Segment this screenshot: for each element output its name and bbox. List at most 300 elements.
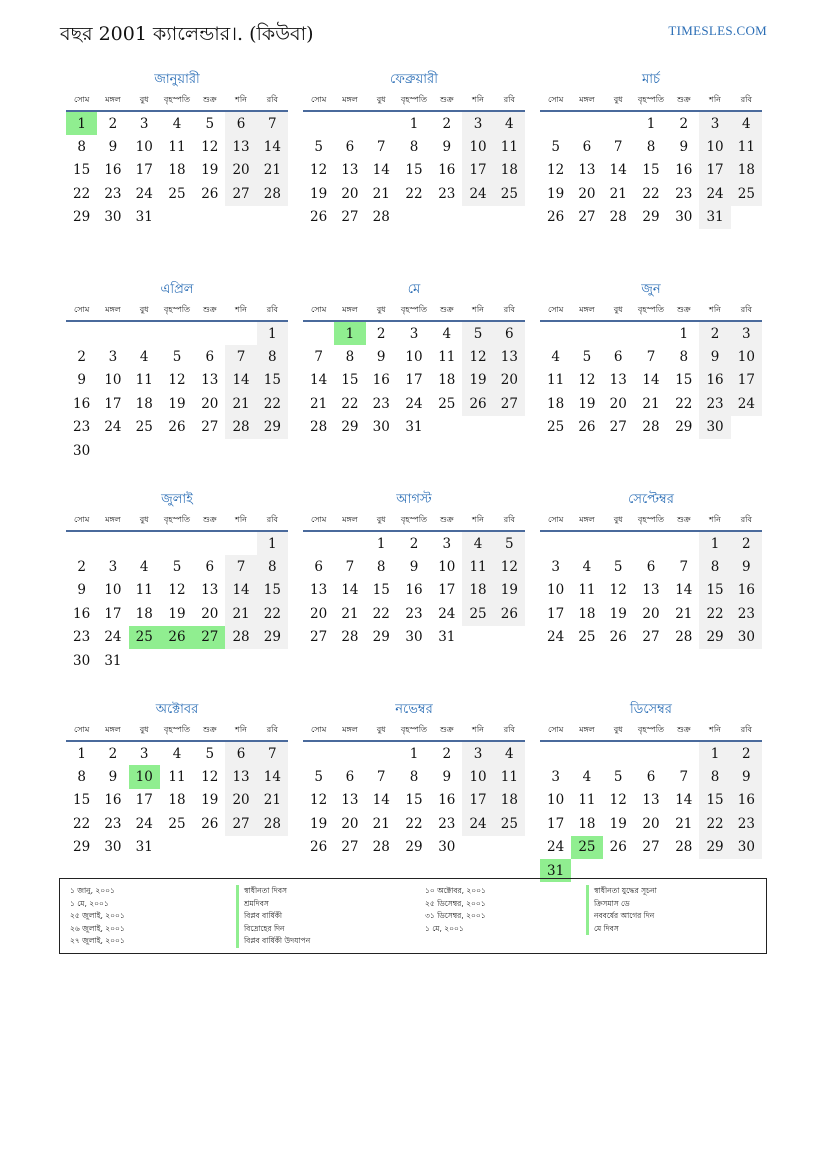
day-cell[interactable]: 27 <box>642 629 660 646</box>
day-cell[interactable]: 21 <box>257 159 288 182</box>
day-cell[interactable]: 30 <box>104 209 122 226</box>
day-cell[interactable]: 18 <box>731 159 762 182</box>
day-cell[interactable]: 9 <box>108 769 118 786</box>
day-cell[interactable]: 25 <box>462 602 493 625</box>
day-cell[interactable]: 29 <box>73 209 91 226</box>
day-cell[interactable]: 14 <box>372 162 390 179</box>
day-cell[interactable]: 29 <box>73 839 91 856</box>
day-cell[interactable]: 23 <box>104 815 122 832</box>
day-cell[interactable]: 23 <box>372 395 390 412</box>
day-cell[interactable]: 29 <box>257 626 288 649</box>
day-cell[interactable]: 5 <box>551 139 560 156</box>
day-cell[interactable]: 19 <box>310 185 328 202</box>
day-cell[interactable]: 23 <box>731 812 762 835</box>
day-cell[interactable]: 16 <box>104 162 122 179</box>
day-cell[interactable]: 3 <box>139 115 149 132</box>
day-cell[interactable]: 7 <box>613 139 623 156</box>
day-cell[interactable]: 2 <box>731 741 762 765</box>
day-cell[interactable]: 12 <box>609 792 627 809</box>
day-cell[interactable]: 20 <box>642 815 660 832</box>
day-cell[interactable]: 22 <box>257 392 288 415</box>
day-cell[interactable]: 6 <box>494 321 525 345</box>
day-cell[interactable]: 20 <box>578 185 596 202</box>
day-cell[interactable]: 13 <box>609 372 627 389</box>
day-cell[interactable]: 25 <box>168 185 186 202</box>
day-cell[interactable]: 22 <box>405 815 423 832</box>
day-cell[interactable]: 25 <box>578 629 596 646</box>
day-cell[interactable]: 29 <box>372 629 390 646</box>
day-cell[interactable]: 3 <box>462 111 493 135</box>
day-cell[interactable]: 27 <box>494 392 525 415</box>
day-cell[interactable]: 28 <box>257 812 288 835</box>
day-cell[interactable]: 19 <box>609 605 627 622</box>
day-cell[interactable]: 24 <box>731 392 762 415</box>
day-cell[interactable]: 10 <box>104 372 122 389</box>
day-cell[interactable]: 6 <box>225 741 256 765</box>
day-cell[interactable]: 30 <box>405 629 423 646</box>
day-cell[interactable]: 5 <box>205 745 215 762</box>
day-cell[interactable]: 11 <box>494 765 525 788</box>
day-cell[interactable]: 24 <box>438 605 456 622</box>
day-cell[interactable]: 29 <box>405 839 423 856</box>
day-cell[interactable]: 18 <box>168 792 186 809</box>
day-cell[interactable]: 20 <box>310 605 328 622</box>
day-cell[interactable]: 27 <box>341 839 359 856</box>
day-cell[interactable]: 29 <box>257 416 288 439</box>
day-cell[interactable]: 29 <box>341 419 359 436</box>
day-cell[interactable]: 12 <box>168 372 186 389</box>
day-cell[interactable]: 29 <box>642 209 660 226</box>
day-cell[interactable]: 8 <box>345 349 355 366</box>
day-cell[interactable]: 22 <box>73 185 91 202</box>
day-cell[interactable]: 15 <box>699 579 730 602</box>
day-cell[interactable]: 17 <box>699 159 730 182</box>
day-cell[interactable]: 16 <box>372 372 390 389</box>
day-cell[interactable]: 10 <box>129 765 160 788</box>
day-cell[interactable]: 4 <box>494 741 525 765</box>
day-cell[interactable]: 15 <box>642 162 660 179</box>
day-cell[interactable]: 31 <box>540 859 571 882</box>
day-cell[interactable]: 3 <box>442 535 452 552</box>
day-cell[interactable]: 8 <box>257 555 288 578</box>
day-cell[interactable]: 14 <box>675 582 693 599</box>
day-cell[interactable]: 4 <box>462 531 493 555</box>
day-cell[interactable]: 25 <box>168 815 186 832</box>
day-cell[interactable]: 13 <box>642 582 660 599</box>
day-cell[interactable]: 27 <box>225 182 256 205</box>
day-cell[interactable]: 10 <box>547 792 565 809</box>
day-cell[interactable]: 6 <box>345 139 355 156</box>
day-cell[interactable]: 17 <box>547 605 565 622</box>
day-cell[interactable]: 6 <box>345 769 355 786</box>
day-cell[interactable]: 10 <box>547 582 565 599</box>
day-cell[interactable]: 17 <box>104 605 122 622</box>
day-cell[interactable]: 26 <box>547 209 565 226</box>
day-cell[interactable]: 30 <box>73 652 91 669</box>
day-cell[interactable]: 11 <box>438 349 456 366</box>
day-cell[interactable]: 17 <box>104 395 122 412</box>
day-cell[interactable]: 15 <box>675 372 693 389</box>
day-cell[interactable]: 7 <box>376 139 386 156</box>
day-cell[interactable]: 19 <box>201 162 219 179</box>
day-cell[interactable]: 9 <box>699 345 730 368</box>
day-cell[interactable]: 12 <box>310 792 328 809</box>
day-cell[interactable]: 7 <box>376 769 386 786</box>
day-cell[interactable]: 14 <box>642 372 660 389</box>
day-cell[interactable]: 20 <box>609 395 627 412</box>
day-cell[interactable]: 6 <box>582 139 592 156</box>
day-cell[interactable]: 28 <box>225 416 256 439</box>
day-cell[interactable]: 4 <box>172 115 182 132</box>
day-cell[interactable]: 4 <box>582 559 592 576</box>
day-cell[interactable]: 24 <box>547 839 565 856</box>
day-cell[interactable]: 19 <box>578 395 596 412</box>
day-cell[interactable]: 31 <box>405 419 423 436</box>
day-cell[interactable]: 30 <box>699 416 730 439</box>
day-cell[interactable]: 19 <box>168 605 186 622</box>
day-cell[interactable]: 4 <box>139 349 149 366</box>
day-cell[interactable]: 28 <box>675 629 693 646</box>
day-cell[interactable]: 30 <box>73 442 91 459</box>
day-cell[interactable]: 20 <box>225 789 256 812</box>
day-cell[interactable]: 9 <box>731 765 762 788</box>
day-cell[interactable]: 7 <box>257 111 288 135</box>
day-cell[interactable]: 18 <box>547 395 565 412</box>
day-cell[interactable]: 5 <box>462 321 493 345</box>
day-cell[interactable]: 18 <box>578 815 596 832</box>
day-cell[interactable]: 30 <box>104 839 122 856</box>
day-cell[interactable]: 22 <box>341 395 359 412</box>
day-cell[interactable]: 3 <box>409 325 419 342</box>
day-cell[interactable]: 5 <box>205 115 215 132</box>
day-cell[interactable]: 23 <box>438 815 456 832</box>
day-cell[interactable]: 21 <box>310 395 328 412</box>
day-cell[interactable]: 18 <box>135 605 153 622</box>
day-cell[interactable]: 8 <box>409 139 419 156</box>
day-cell[interactable]: 19 <box>201 792 219 809</box>
day-cell[interactable]: 18 <box>494 159 525 182</box>
day-cell[interactable]: 22 <box>699 602 730 625</box>
day-cell[interactable]: 1 <box>409 115 419 132</box>
day-cell[interactable]: 19 <box>168 395 186 412</box>
day-cell[interactable]: 14 <box>675 792 693 809</box>
day-cell[interactable]: 15 <box>405 162 423 179</box>
day-cell[interactable]: 20 <box>494 369 525 392</box>
day-cell[interactable]: 26 <box>462 392 493 415</box>
day-cell[interactable]: 6 <box>205 559 215 576</box>
day-cell[interactable]: 9 <box>409 559 419 576</box>
day-cell[interactable]: 6 <box>205 349 215 366</box>
day-cell[interactable]: 16 <box>438 792 456 809</box>
day-cell[interactable]: 25 <box>135 419 153 436</box>
day-cell[interactable]: 22 <box>73 815 91 832</box>
day-cell[interactable]: 15 <box>73 792 91 809</box>
day-cell[interactable]: 26 <box>578 419 596 436</box>
day-cell[interactable]: 15 <box>341 372 359 389</box>
day-cell[interactable]: 19 <box>609 815 627 832</box>
day-cell[interactable]: 17 <box>462 789 493 812</box>
day-cell[interactable]: 7 <box>679 769 689 786</box>
day-cell[interactable]: 22 <box>699 812 730 835</box>
day-cell[interactable]: 29 <box>699 626 730 649</box>
day-cell[interactable]: 13 <box>341 162 359 179</box>
day-cell[interactable]: 26 <box>168 419 186 436</box>
day-cell[interactable]: 1 <box>257 531 288 555</box>
day-cell[interactable]: 13 <box>494 345 525 368</box>
day-cell[interactable]: 1 <box>699 531 730 555</box>
day-cell[interactable]: 28 <box>341 629 359 646</box>
day-cell[interactable]: 9 <box>376 349 386 366</box>
day-cell[interactable]: 21 <box>257 789 288 812</box>
day-cell[interactable]: 15 <box>699 789 730 812</box>
day-cell[interactable]: 3 <box>139 745 149 762</box>
day-cell[interactable]: 5 <box>172 559 182 576</box>
day-cell[interactable]: 7 <box>345 559 355 576</box>
day-cell[interactable]: 20 <box>201 395 219 412</box>
day-cell[interactable]: 14 <box>341 582 359 599</box>
day-cell[interactable]: 15 <box>257 579 288 602</box>
day-cell[interactable]: 10 <box>462 135 493 158</box>
day-cell[interactable]: 1 <box>699 741 730 765</box>
day-cell[interactable]: 12 <box>547 162 565 179</box>
day-cell[interactable]: 18 <box>168 162 186 179</box>
day-cell[interactable]: 8 <box>679 349 689 366</box>
day-cell[interactable]: 10 <box>135 139 153 156</box>
day-cell[interactable]: 13 <box>578 162 596 179</box>
day-cell[interactable]: 18 <box>494 789 525 812</box>
day-cell[interactable]: 20 <box>225 159 256 182</box>
day-cell[interactable]: 9 <box>442 769 452 786</box>
day-cell[interactable]: 19 <box>310 815 328 832</box>
day-cell[interactable]: 31 <box>135 209 153 226</box>
day-cell[interactable]: 21 <box>225 602 256 625</box>
day-cell[interactable]: 10 <box>405 349 423 366</box>
day-cell[interactable]: 9 <box>731 555 762 578</box>
day-cell[interactable]: 17 <box>135 792 153 809</box>
day-cell[interactable]: 3 <box>108 559 118 576</box>
day-cell[interactable]: 7 <box>225 555 256 578</box>
day-cell[interactable]: 2 <box>77 559 86 576</box>
day-cell[interactable]: 21 <box>341 605 359 622</box>
day-cell[interactable]: 27 <box>609 419 627 436</box>
day-cell[interactable]: 16 <box>731 579 762 602</box>
day-cell[interactable]: 18 <box>438 372 456 389</box>
day-cell[interactable]: 24 <box>699 182 730 205</box>
day-cell[interactable]: 11 <box>168 769 186 786</box>
day-cell[interactable]: 11 <box>135 372 153 389</box>
day-cell[interactable]: 20 <box>201 605 219 622</box>
day-cell[interactable]: 30 <box>731 626 762 649</box>
day-cell[interactable]: 4 <box>172 745 182 762</box>
day-cell[interactable]: 16 <box>73 605 91 622</box>
day-cell[interactable]: 24 <box>405 395 423 412</box>
day-cell[interactable]: 2 <box>376 325 386 342</box>
day-cell[interactable]: 25 <box>494 182 525 205</box>
day-cell[interactable]: 22 <box>405 185 423 202</box>
day-cell[interactable]: 10 <box>438 559 456 576</box>
day-cell[interactable]: 17 <box>731 369 762 392</box>
day-cell[interactable]: 22 <box>257 602 288 625</box>
day-cell[interactable]: 6 <box>225 111 256 135</box>
day-cell[interactable]: 16 <box>405 582 423 599</box>
day-cell[interactable]: 8 <box>77 769 86 786</box>
day-cell[interactable]: 29 <box>675 419 693 436</box>
day-cell[interactable]: 30 <box>372 419 390 436</box>
day-cell[interactable]: 12 <box>201 139 219 156</box>
day-cell[interactable]: 9 <box>77 582 86 599</box>
day-cell[interactable]: 17 <box>547 815 565 832</box>
day-cell[interactable]: 21 <box>372 815 390 832</box>
day-cell[interactable]: 28 <box>310 419 328 436</box>
day-cell[interactable]: 1 <box>679 325 689 342</box>
day-cell[interactable]: 26 <box>609 629 627 646</box>
day-cell[interactable]: 16 <box>73 395 91 412</box>
day-cell[interactable]: 13 <box>225 765 256 788</box>
day-cell[interactable]: 23 <box>405 605 423 622</box>
day-cell[interactable]: 3 <box>551 559 560 576</box>
day-cell[interactable]: 13 <box>201 582 219 599</box>
day-cell[interactable]: 23 <box>73 419 91 436</box>
day-cell[interactable]: 25 <box>438 395 456 412</box>
day-cell[interactable]: 12 <box>168 582 186 599</box>
day-cell[interactable]: 4 <box>139 559 149 576</box>
day-cell[interactable]: 23 <box>675 185 693 202</box>
day-cell[interactable]: 2 <box>77 349 86 366</box>
day-cell[interactable]: 25 <box>731 182 762 205</box>
day-cell[interactable]: 1 <box>257 321 288 345</box>
day-cell[interactable]: 27 <box>310 629 328 646</box>
day-cell[interactable]: 21 <box>642 395 660 412</box>
day-cell[interactable]: 21 <box>675 605 693 622</box>
day-cell[interactable]: 23 <box>73 629 91 646</box>
day-cell[interactable]: 7 <box>679 559 689 576</box>
day-cell[interactable]: 18 <box>462 579 493 602</box>
day-cell[interactable]: 8 <box>699 765 730 788</box>
day-cell[interactable]: 24 <box>104 629 122 646</box>
day-cell[interactable]: 31 <box>104 652 122 669</box>
day-cell[interactable]: 6 <box>613 349 623 366</box>
day-cell[interactable]: 7 <box>257 741 288 765</box>
day-cell[interactable]: 22 <box>675 395 693 412</box>
day-cell[interactable]: 27 <box>225 812 256 835</box>
day-cell[interactable]: 20 <box>341 815 359 832</box>
day-cell[interactable]: 17 <box>405 372 423 389</box>
day-cell[interactable]: 1 <box>334 321 365 345</box>
day-cell[interactable]: 11 <box>578 582 596 599</box>
day-cell[interactable]: 26 <box>201 185 219 202</box>
day-cell[interactable]: 3 <box>699 111 730 135</box>
day-cell[interactable]: 22 <box>642 185 660 202</box>
day-cell[interactable]: 30 <box>675 209 693 226</box>
day-cell[interactable]: 7 <box>314 349 323 366</box>
day-cell[interactable]: 11 <box>578 792 596 809</box>
day-cell[interactable]: 27 <box>341 209 359 226</box>
day-cell[interactable]: 21 <box>675 815 693 832</box>
day-cell[interactable]: 6 <box>646 769 656 786</box>
day-cell[interactable]: 2 <box>108 745 118 762</box>
day-cell[interactable]: 2 <box>442 745 452 762</box>
day-cell[interactable]: 7 <box>646 349 656 366</box>
day-cell[interactable]: 16 <box>699 369 730 392</box>
day-cell[interactable]: 26 <box>201 815 219 832</box>
day-cell[interactable]: 11 <box>462 555 493 578</box>
day-cell[interactable]: 26 <box>609 839 627 856</box>
day-cell[interactable]: 4 <box>442 325 452 342</box>
day-cell[interactable]: 28 <box>642 419 660 436</box>
day-cell[interactable]: 12 <box>494 555 525 578</box>
day-cell[interactable]: 14 <box>372 792 390 809</box>
day-cell[interactable]: 11 <box>547 372 565 389</box>
day-cell[interactable]: 26 <box>160 626 194 649</box>
day-cell[interactable]: 1 <box>77 745 86 762</box>
day-cell[interactable]: 5 <box>172 349 182 366</box>
day-cell[interactable]: 21 <box>372 185 390 202</box>
day-cell[interactable]: 17 <box>462 159 493 182</box>
day-cell[interactable]: 13 <box>201 372 219 389</box>
day-cell[interactable]: 28 <box>609 209 627 226</box>
day-cell[interactable]: 25 <box>129 626 160 649</box>
day-cell[interactable]: 8 <box>699 555 730 578</box>
day-cell[interactable]: 30 <box>438 839 456 856</box>
site-link[interactable]: TIMESLES.COM <box>668 23 767 38</box>
day-cell[interactable]: 17 <box>135 162 153 179</box>
day-cell[interactable]: 25 <box>494 812 525 835</box>
day-cell[interactable]: 31 <box>135 839 153 856</box>
day-cell[interactable]: 5 <box>314 769 323 786</box>
day-cell[interactable]: 14 <box>225 369 256 392</box>
day-cell[interactable]: 8 <box>257 345 288 368</box>
day-cell[interactable]: 4 <box>582 769 592 786</box>
day-cell[interactable]: 13 <box>642 792 660 809</box>
day-cell[interactable]: 15 <box>405 792 423 809</box>
day-cell[interactable]: 30 <box>731 836 762 859</box>
day-cell[interactable]: 12 <box>462 345 493 368</box>
day-cell[interactable]: 14 <box>225 579 256 602</box>
day-cell[interactable]: 23 <box>731 602 762 625</box>
day-cell[interactable]: 23 <box>104 185 122 202</box>
day-cell[interactable]: 15 <box>372 582 390 599</box>
day-cell[interactable]: 21 <box>225 392 256 415</box>
day-cell[interactable]: 10 <box>104 582 122 599</box>
day-cell[interactable]: 13 <box>225 135 256 158</box>
day-cell[interactable]: 11 <box>168 139 186 156</box>
day-cell[interactable]: 13 <box>310 582 328 599</box>
day-cell[interactable]: 28 <box>372 209 390 226</box>
day-cell[interactable]: 3 <box>108 349 118 366</box>
day-cell[interactable]: 19 <box>462 369 493 392</box>
day-cell[interactable]: 12 <box>310 162 328 179</box>
day-cell[interactable]: 10 <box>699 135 730 158</box>
day-cell[interactable]: 19 <box>494 579 525 602</box>
day-cell[interactable]: 12 <box>609 582 627 599</box>
day-cell[interactable]: 12 <box>578 372 596 389</box>
day-cell[interactable]: 24 <box>462 182 493 205</box>
day-cell[interactable]: 14 <box>257 135 288 158</box>
day-cell[interactable]: 2 <box>442 115 452 132</box>
day-cell[interactable]: 31 <box>438 629 456 646</box>
day-cell[interactable]: 17 <box>438 582 456 599</box>
day-cell[interactable]: 23 <box>438 185 456 202</box>
day-cell[interactable]: 6 <box>646 559 656 576</box>
day-cell[interactable]: 3 <box>731 321 762 345</box>
day-cell[interactable]: 1 <box>376 535 386 552</box>
day-cell[interactable]: 11 <box>494 135 525 158</box>
day-cell[interactable]: 10 <box>462 765 493 788</box>
day-cell[interactable]: 20 <box>642 605 660 622</box>
day-cell[interactable]: 24 <box>547 629 565 646</box>
day-cell[interactable]: 31 <box>699 206 730 229</box>
day-cell[interactable]: 28 <box>257 182 288 205</box>
